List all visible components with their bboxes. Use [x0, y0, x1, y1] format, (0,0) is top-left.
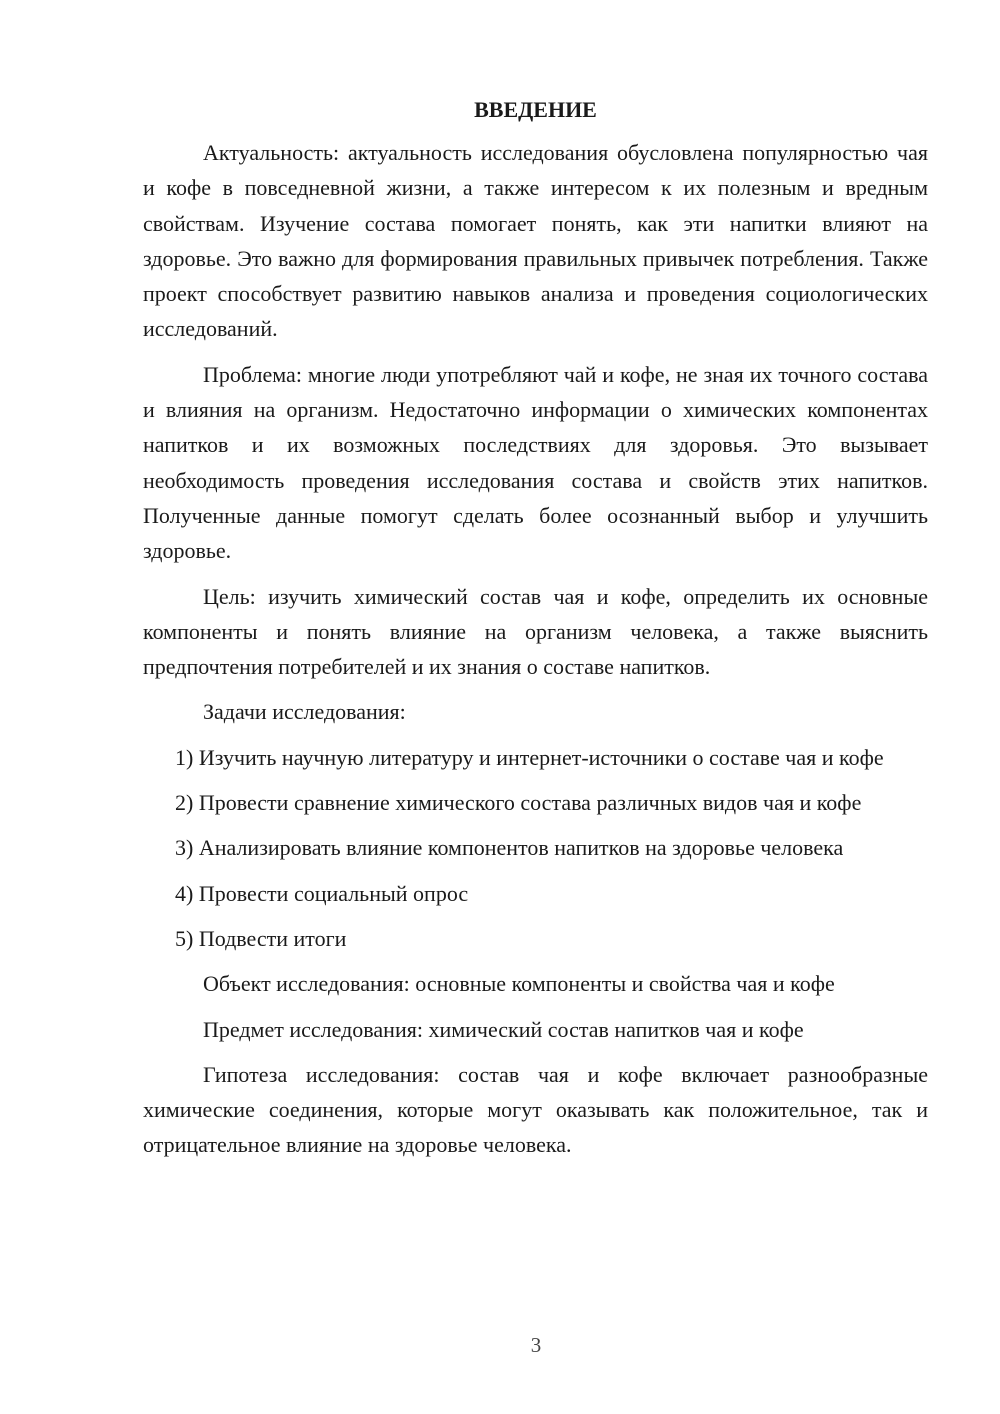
document-body	[143, 92, 928, 1173]
task-item-3: 3) Анализировать влияние компонентов напитков на здоровье человека	[175, 835, 844, 861]
task-item-4: 4) Провести социальный опрос	[175, 880, 469, 906]
research-subject: Предмет исследования: химический состав напитков чая и кофе	[203, 1016, 804, 1042]
task-item-2: 2) Провести сравнение химического состава различных видов чая и кофе	[175, 790, 862, 816]
hypothesis-paragraph: Гипотеза исследования: состав чая и кофе включает разнообразные химические соединения, которые могут оказывать как положительное, так и отрицательное влияние на здоровье человека.	[143, 1061, 928, 1158]
page-number: 3	[530, 1333, 542, 1357]
task-item-1: 1) Изучить научную литературу и интернет-источники о составе чая и кофе	[175, 744, 884, 770]
task-item-5: 5) Подвести итоги	[175, 925, 347, 951]
section-title: ВВЕДЕНИЕ	[474, 97, 597, 122]
problem-paragraph: Проблема: многие люди употребляют чай и кофе, не зная их точного состава и влияния на организм. Недостаточно информации о химических компонентах напитков и их возможных последствиях для здоровья. Это вызывает необходимость проведения исследования состава и свойств этих напитков. Полученные данные помогут сделать более осознанный выбор и улучшить здоровье.	[143, 361, 928, 564]
relevance-paragraph: Актуальность: актуальность исследования обусловлена популярностью чая и кофе в повседневной жизни, а также интересом к их полезным и вредным свойствам. Изучение состава помогает понять, как эти напитки влияют на здоровье. Это важно для формирования правильных привычек потребления. Также проект способствует развитию навыков анализа и проведения социологических исследований.	[143, 140, 928, 342]
research-object: Объект исследования: основные компоненты и свойства чая и кофе	[203, 971, 835, 997]
tasks-heading: Задачи исследования:	[203, 699, 406, 725]
goal-paragraph: Цель: изучить химический состав чая и кофе, определить их основные компоненты и понять влияние на организм человека, а также выяснить предпочтения потребителей и их знания о составе напитков.	[143, 583, 928, 680]
